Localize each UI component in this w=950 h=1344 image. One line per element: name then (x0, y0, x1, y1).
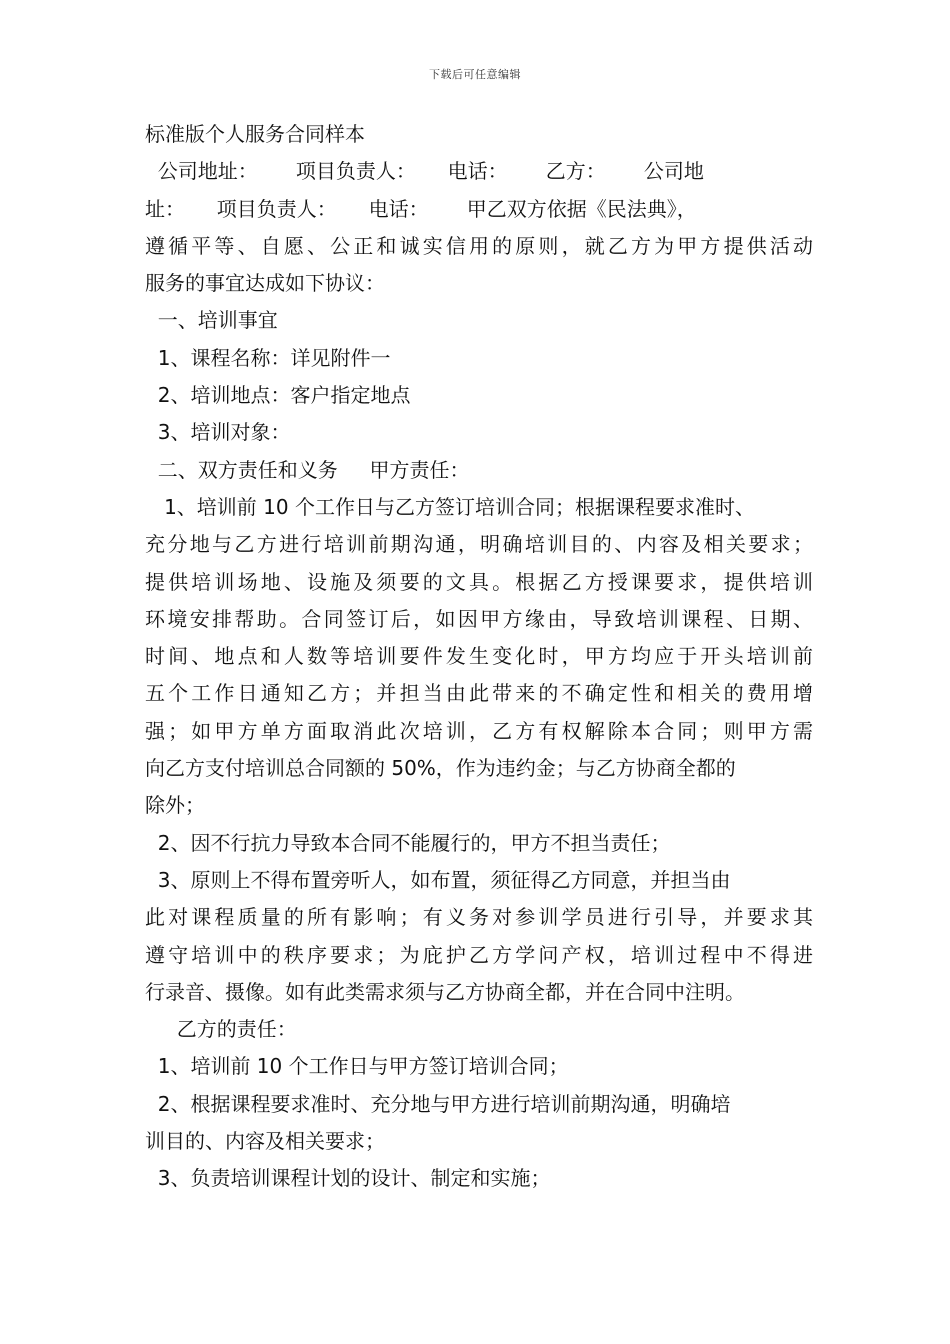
page-header-note: 下载后可任意编辑 (429, 68, 521, 81)
body-line: 时间、地点和人数等培训要件发生变化时，甲方均应于开头培训前 (145, 644, 813, 669)
body-line: 3、负责培训课程计划的设计、制定和实施； (145, 1166, 551, 1191)
body-line: 遵循平等、自愿、公正和诚实信用的原则，就乙方为甲方提供活动 (145, 233, 813, 258)
body-line: 此对课程质量的所有影响；有义务对参训学员进行引导，并要求其 (145, 905, 813, 930)
section-heading: 乙方的责任： (145, 1017, 297, 1042)
body-line: 充分地与乙方进行培训前期沟通，明确培训目的、内容及相关要求； (145, 532, 813, 557)
body-line: 3、培训对象： (145, 420, 291, 445)
body-line: 2、培训地点：客户指定地点 (145, 383, 411, 408)
document-body (145, 116, 813, 1198)
body-line: 服务的事宜达成如下协议： (145, 271, 385, 296)
body-line: 3、原则上不得布置旁听人，如布置，须征得乙方同意，并担当由 (145, 867, 731, 892)
body-line: 2、根据课程要求准时、充分地与甲方进行培训前期沟通，明确培 (145, 1091, 731, 1116)
body-line: 遵守培训中的秩序要求；为庇护乙方学问产权，培训过程中不得进 (145, 942, 813, 967)
document-title: 标准版个人服务合同样本 (145, 122, 365, 146)
body-line: 公司地址： 项目负责人： 电话： 乙方： 公司地 (145, 159, 704, 184)
section-heading: 二、双方责任和义务 甲方责任： (145, 457, 470, 482)
body-line: 址： 项目负责人： 电话： 甲乙双方依据《民法典》， (145, 196, 697, 221)
section-heading: 一、培训事宜 (145, 308, 278, 333)
body-line: 行录音、摄像。如有此类需求须与乙方协商全都，并在合同中注明。 (145, 979, 745, 1004)
body-line: 强；如甲方单方面取消此次培训，乙方有权解除本合同；则甲方需 (145, 718, 813, 743)
body-line: 环境安排帮助。合同签订后，如因甲方缘由，导致培训课程、日期、 (145, 606, 813, 631)
body-line: 向乙方支付培训总合同额的 50%，作为违约金；与乙方协商全都的 (145, 756, 736, 781)
body-line: 除外； (145, 793, 205, 818)
body-line: 1、培训前 10 个工作日与甲方签订培训合同； (145, 1054, 569, 1079)
body-line: 提供培训场地、设施及须要的文具。根据乙方授课要求，提供培训 (145, 569, 813, 594)
body-line: 2、因不行抗力导致本合同不能履行的，甲方不担当责任； (145, 830, 671, 855)
body-line: 五个工作日通知乙方；并担当由此带来的不确定性和相关的费用增 (145, 681, 813, 706)
body-line: 训目的、内容及相关要求； (145, 1129, 385, 1154)
body-line: 1、培训前 10 个工作日与乙方签订培训合同；根据课程要求准时、 (145, 494, 755, 519)
body-line: 1、课程名称：详见附件一 (145, 345, 391, 370)
